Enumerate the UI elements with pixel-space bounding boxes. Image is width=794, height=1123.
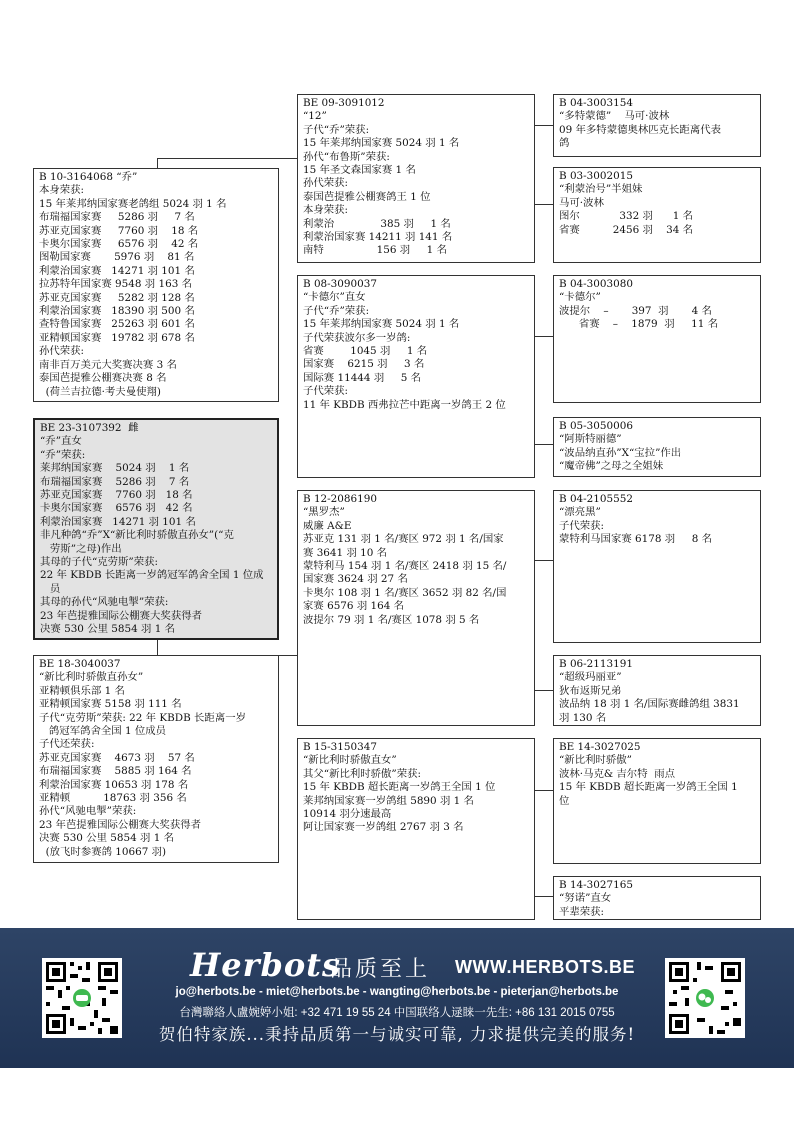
pedigree-line: 员	[40, 582, 61, 595]
pedigree-line: 南非百万美元大奖赛决赛 3 名	[39, 358, 177, 371]
pedigree-line: 亚精顿俱乐部 1 名	[39, 684, 125, 697]
pedigree-line: BE 18-3040037	[39, 658, 121, 670]
pedigree-line: 孙代“风驰电掣”荣获:	[39, 805, 137, 818]
pedigree-line: 泰国芭提雅公棚赛决赛 8 名	[39, 372, 167, 385]
pedigree-line: 15 年圣文森国家赛 1 名	[303, 164, 416, 177]
pedigree-line: B 14-3027165	[559, 879, 633, 891]
pedigree-line: 威廉 A&E	[303, 519, 352, 532]
pedigree-line: 决赛 530 公里 5854 羽 1 名	[39, 832, 175, 845]
pedigree-line: 平辈荣获:	[559, 905, 605, 918]
pedigree-line: “12”	[303, 110, 327, 123]
pedigree-line: “波品纳直孙”X“宝拉”作出	[559, 446, 682, 459]
pedigree-line: 09 年多特蒙德奥林匹克长距离代表	[559, 123, 721, 136]
pedigree-line: 布瑞福国家赛 5885 羽 164 名	[39, 765, 192, 778]
pedigree-line: 利蒙治国家赛 10653 羽 178 名	[39, 778, 189, 791]
pedigree-line: 卡奥尔国家赛 6576 羽 42 名	[39, 238, 199, 251]
pedigree-box-ggp-5	[553, 490, 761, 643]
pedigree-line: 亚精顿 18763 羽 356 名	[39, 792, 187, 805]
pedigree-box-ggp-3	[553, 275, 761, 403]
pedigree-line: 马可·波林	[559, 196, 604, 209]
qr-code-icon	[665, 958, 745, 1038]
pedigree-line: “阿斯特丽德”	[559, 433, 622, 446]
connector-line	[535, 790, 553, 791]
pedigree-line: 蒙特利马国家赛 6178 羽 8 名	[559, 533, 712, 546]
pedigree-line: 子代“乔”荣获:	[303, 123, 370, 136]
pedigree-line: 其母的孙代“风驰电掣”荣获:	[40, 596, 169, 609]
pedigree-line: B 08-3090037	[303, 278, 377, 290]
pedigree-line: 11 年 KBDB 西弗拉芒中距离一岁鸽王 2 位	[303, 398, 506, 411]
pedigree-line: 孙代荣获:	[39, 345, 85, 358]
pedigree-box-sire-dam	[297, 275, 535, 478]
pedigree-box-sire-sire	[297, 94, 535, 263]
pedigree-line: 国家赛 3624 羽 27 名	[303, 573, 408, 586]
pedigree-line: 苏亚克国家赛 5282 羽 128 名	[39, 291, 195, 304]
pedigree-box-ggp-6	[553, 655, 761, 726]
pedigree-line: 布瑞福国家赛 5286 羽 7 名	[39, 211, 195, 224]
pedigree-line: 查特鲁国家赛 25263 羽 601 名	[39, 318, 195, 331]
pedigree-line: 15 年 KBDB 超长距离一岁鸽王全国 1 位	[303, 781, 496, 794]
pedigree-line: BE 09-3091012	[303, 97, 385, 109]
pedigree-line: “漂亮黑”	[559, 506, 601, 519]
pedigree-line: 南特 156 羽 1 名	[303, 244, 447, 257]
pedigree-line: 利蒙治国家赛 14271 羽 101 名	[39, 264, 195, 277]
pedigree-line: 苏亚克国家赛 4673 羽 57 名	[39, 751, 195, 764]
pedigree-box-dam	[33, 655, 279, 863]
pedigree-line: 23 年芭提雅国际公棚赛大奖获得者	[40, 609, 202, 622]
pedigree-line: 苏亚克国家赛 7760 羽 18 名	[39, 224, 199, 237]
pedigree-box-ggp-7	[553, 738, 761, 864]
pedigree-line: 莱邦纳国家赛 5024 羽 1 名	[40, 462, 190, 475]
pedigree-line: 本身荣获:	[39, 184, 85, 197]
tagline: 品质至上	[330, 957, 431, 982]
pedigree-line: 23 年芭提雅国际公棚赛大奖获得者	[39, 818, 201, 831]
connector-line	[157, 640, 158, 655]
connector-line	[535, 896, 553, 897]
company-slogan: 贺伯特家族...秉持品质第一与诚实可靠, 力求提供完美的服务!	[158, 1025, 636, 1044]
pedigree-line: 拉苏特年国家赛 9548 羽 163 名	[39, 278, 193, 291]
qr-code-icon	[42, 958, 122, 1038]
connector-line	[535, 125, 553, 126]
pedigree-line: 苏亚克国家赛 7760 羽 18 名	[40, 489, 193, 502]
pedigree-line: 15 年莱邦纳国家赛老鸽组 5024 羽 1 名	[39, 197, 227, 210]
pedigree-line: 卡奥尔国家赛 6576 羽 42 名	[40, 502, 193, 515]
connector-line	[535, 690, 553, 691]
pedigree-box-dam-sire	[297, 490, 535, 726]
contact-info: 台灣聯絡人盧婉婷小姐: +32 471 19 55 24 中国联络人逯睐一先生: +86 131 2015 0755	[179, 1007, 615, 1019]
pedigree-line: 子代荣获:	[559, 519, 605, 532]
website-link[interactable]: WWW.HERBOTS.BE	[455, 957, 635, 977]
pedigree-line: 利蒙治国家赛 14271 羽 101 名	[40, 515, 196, 528]
pedigree-line: 15 年莱邦纳国家赛 5024 羽 1 名	[303, 137, 460, 150]
pedigree-line: “超级玛丽亚”	[559, 671, 622, 684]
pedigree-line: “利蒙治号”半姐妹	[559, 183, 643, 196]
pedigree-line: 泰国芭提雅公棚赛鸽王 1 位	[303, 190, 431, 203]
pedigree-box-subject	[33, 418, 279, 640]
pedigree-line: 布瑞福国家赛 5286 羽 7 名	[40, 475, 190, 488]
pedigree-line: 劳斯”之母)作出	[40, 542, 122, 555]
herbots-logo: Herbots	[190, 946, 341, 984]
pedigree-line: 蒙特利马 154 羽 1 名/赛区 2418 羽 15 名/	[303, 560, 507, 573]
pedigree-box-ggp-8	[553, 876, 761, 920]
pedigree-line: 22 年 KBDB 长距离一岁鸽冠军鸽舍全国 1 位成	[40, 569, 264, 582]
pedigree-line: B 10-3164068 “乔”	[39, 171, 138, 183]
pedigree-line: 利蒙治国家赛 18390 羽 500 名	[39, 305, 195, 318]
pedigree-line: (放飞时参赛鸽 10667 羽)	[39, 845, 167, 858]
pedigree-line: “新比利时骄傲直孙女”	[39, 671, 144, 684]
pedigree-line: B 04-3003154	[559, 97, 633, 109]
pedigree-box-ggp-2	[553, 167, 761, 263]
pedigree-line: 亚精顿国家赛 5158 羽 111 名	[39, 698, 182, 711]
pedigree-line: 非凡种鸽“乔”X“新比利时骄傲直孙女”(“克	[40, 529, 234, 542]
pedigree-line: 决赛 530 公里 5854 羽 1 名	[40, 623, 176, 636]
pedigree-line: 10914 羽分速最高	[303, 808, 392, 821]
pedigree-box-sire	[33, 168, 279, 402]
pedigree-line: “乔”直女	[40, 435, 82, 448]
pedigree-line: B 06-2113191	[559, 658, 633, 670]
pedigree-line: 苏亚克 131 羽 1 名/赛区 972 羽 1 名/国家	[303, 533, 504, 546]
pedigree-line: 莱邦纳国家赛一岁鸽组 5890 羽 1 名	[303, 794, 474, 807]
pedigree-line: 子代“乔”荣获:	[303, 304, 370, 317]
pedigree-line: “卡德尔”直女	[303, 291, 366, 304]
pedigree-box-dam-dam	[297, 738, 535, 920]
pedigree-line: 子代荣获波尔多一岁鸽:	[303, 331, 411, 344]
pedigree-line: (荷兰吉拉德·考夫曼使翔)	[39, 385, 161, 398]
pedigree-line: “新比利时骄傲”	[559, 754, 632, 767]
connector-line	[535, 336, 553, 337]
pedigree-box-ggp-1	[553, 94, 761, 157]
footer-banner	[0, 928, 794, 1068]
pedigree-line: 15 年莱邦纳国家赛 5024 羽 1 名	[303, 318, 460, 331]
pedigree-line: 其母的子代“克劳斯”荣获:	[40, 556, 159, 569]
brand-row	[190, 946, 635, 984]
pedigree-line: 省赛 2456 羽 34 名	[559, 223, 694, 236]
pedigree-line: 国家赛 6215 羽 3 名	[303, 358, 425, 371]
pedigree-line: 本身荣获:	[303, 204, 349, 217]
pedigree-line: 阿让国家赛一岁鸽组 2767 羽 3 名	[303, 821, 464, 834]
pedigree-line: 利蒙治国家赛 14211 羽 141 名	[303, 231, 453, 244]
pedigree-line: 孙代荣获:	[303, 177, 349, 190]
pedigree-line: 鸽冠军鸽舍全国 1 位成员	[39, 725, 167, 738]
pedigree-line: “多特蒙德” 马可·波林	[559, 110, 670, 123]
pedigree-line: 省赛 – 1879 羽 11 名	[559, 318, 719, 331]
pedigree-line: B 15-3150347	[303, 741, 377, 753]
pedigree-line: BE 23-3107392 雌	[40, 422, 139, 434]
pedigree-line: B 03-3002015	[559, 170, 633, 182]
pedigree-line: “努诺”直女	[559, 892, 612, 905]
pedigree-line: 羽 130 名	[559, 711, 607, 724]
pedigree-line: “乔”荣获:	[40, 448, 86, 461]
pedigree-line: 省赛 1045 羽 1 名	[303, 345, 428, 358]
pedigree-line: B 04-2105552	[559, 493, 633, 505]
pedigree-line: 波提尔 79 羽 1 名/赛区 1078 羽 5 名	[303, 613, 480, 626]
pedigree-line: 国际赛 11444 羽 5 名	[303, 371, 422, 384]
pedigree-line: B 12-2086190	[303, 493, 377, 505]
pedigree-line: 亚精顿国家赛 19782 羽 678 名	[39, 331, 195, 344]
pedigree-line: 赛 3641 羽 10 名	[303, 546, 388, 559]
pedigree-line: 子代还荣获:	[39, 738, 95, 751]
pedigree-line: 卡奥尔 108 羽 1 名/赛区 3652 羽 82 名/国	[303, 586, 507, 599]
pedigree-line: 狄布返斯兄弟	[559, 684, 622, 697]
pedigree-line: 子代“克劳斯”荣获: 22 年 KBDB 长距离一岁	[39, 711, 246, 724]
pedigree-line: 图尔 332 羽 1 名	[559, 210, 694, 223]
pedigree-line: B 05-3050006	[559, 420, 633, 432]
pedigree-line: 波林·马克& 吉尔特 雨点	[559, 767, 675, 780]
pedigree-line: 其父“新比利时骄傲”荣获:	[303, 767, 422, 780]
pedigree-line: 家赛 6576 羽 164 名	[303, 600, 405, 613]
pedigree-line: 子代荣获:	[303, 385, 349, 398]
connector-line	[535, 444, 553, 445]
pedigree-line: BE 14-3027025	[559, 741, 641, 753]
pedigree-box-ggp-4	[553, 417, 761, 477]
email-list[interactable]: jo@herbots.be - miet@herbots.be - wangting@herbots.be - pieterjan@herbots.be	[175, 986, 619, 998]
pedigree-line: 位	[559, 794, 570, 807]
connector-line	[157, 158, 297, 159]
pedigree-line: 利蒙治 385 羽 1 名	[303, 217, 451, 230]
pedigree-line: “卡德尔”	[559, 291, 601, 304]
pedigree-line: “新比利时骄傲直女”	[303, 754, 397, 767]
pedigree-line: B 04-3003080	[559, 278, 633, 290]
connector-line	[535, 204, 553, 205]
pedigree-line: 波提尔 – 397 羽 4 名	[559, 304, 712, 317]
pedigree-line: 图勒国家赛 5976 羽 81 名	[39, 251, 195, 264]
pedigree-line: “魔帝佛”之母之全姐妹	[559, 460, 664, 473]
pedigree-line: “黑罗杰”	[303, 506, 345, 519]
pedigree-line: 鸽	[559, 137, 570, 150]
connector-line	[535, 560, 553, 561]
pedigree-line: 孙代“布鲁斯”荣获:	[303, 150, 390, 163]
pedigree-line: 波品纳 18 羽 1 名/国际赛雌鸽组 3831	[559, 698, 740, 711]
pedigree-line: 15 年 KBDB 超长距离一岁鸽王全国 1	[559, 781, 738, 794]
